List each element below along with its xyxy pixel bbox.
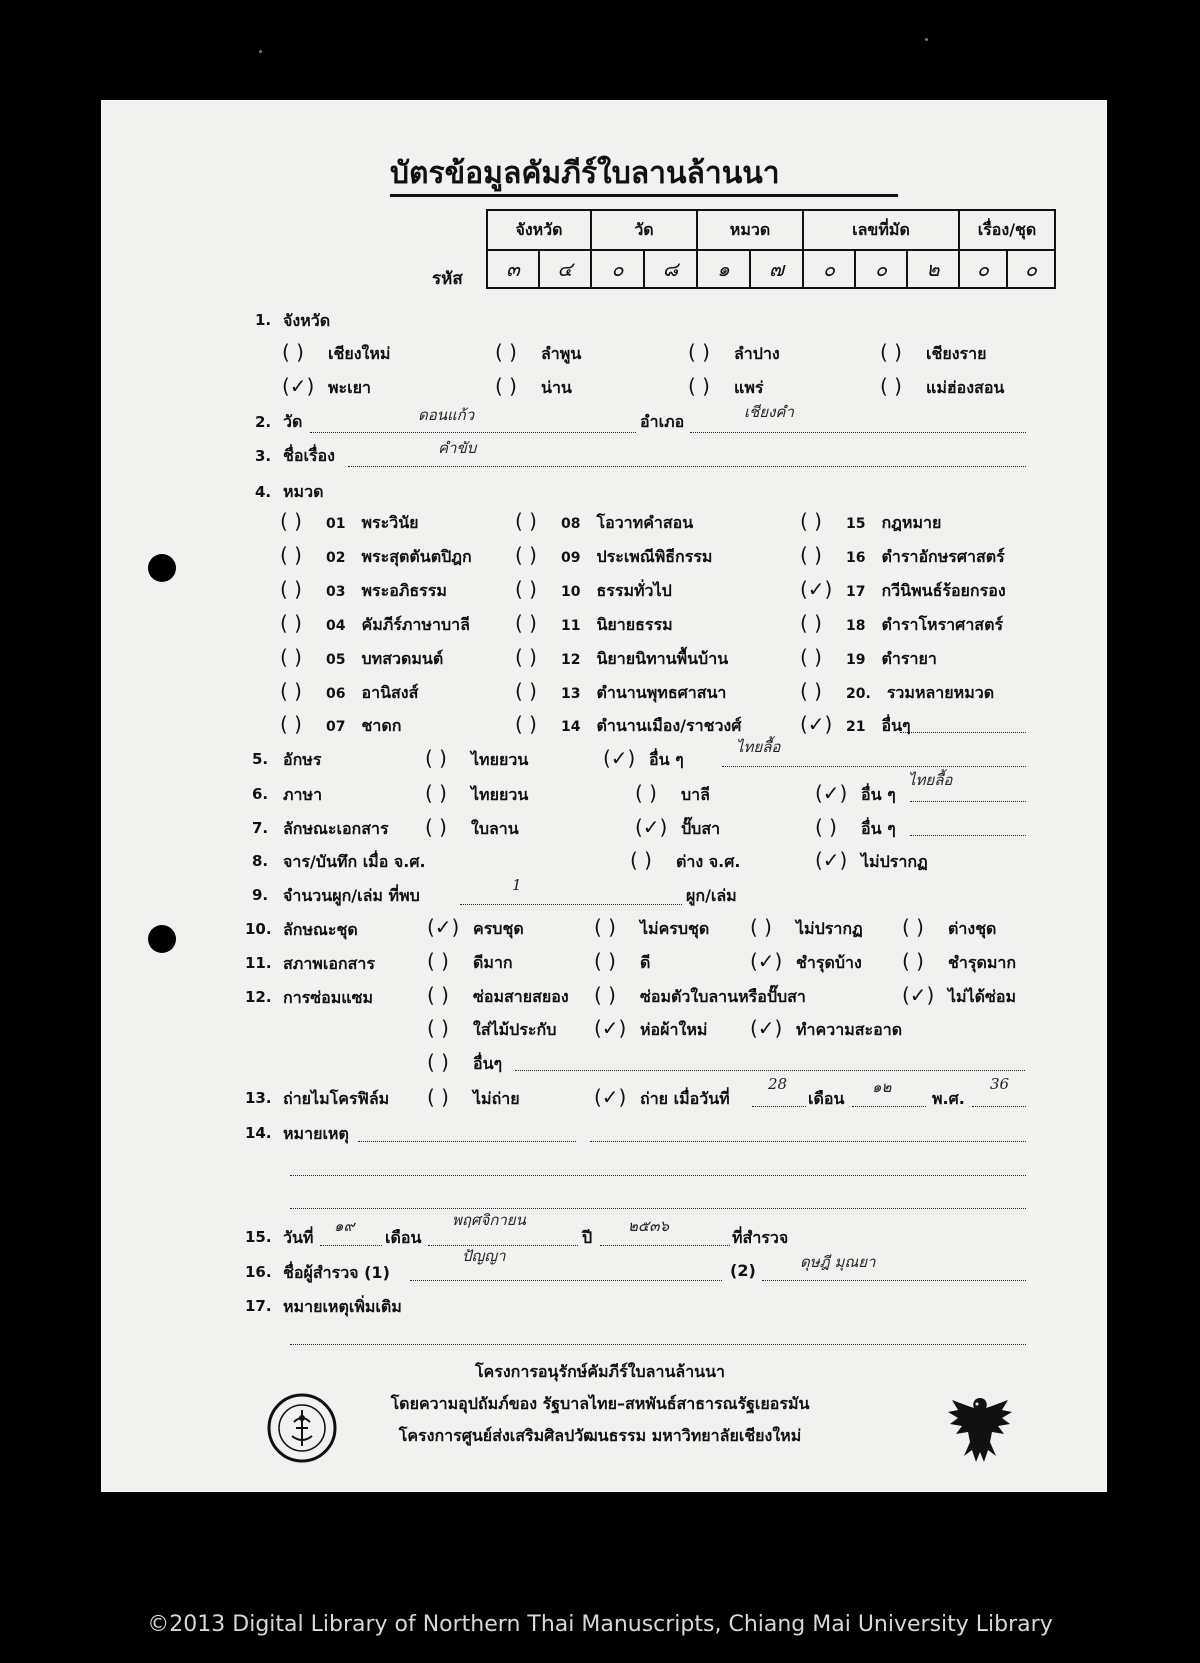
script-option-other[interactable]: (✓) อื่น ๆ bbox=[603, 746, 684, 770]
repair-other-line bbox=[515, 1070, 1025, 1071]
section-9-number: 9. bbox=[252, 886, 269, 904]
surveyor-1-line bbox=[410, 1280, 722, 1281]
section-8-label: จาร/บันทึก เมื่อ จ.ศ. bbox=[283, 852, 426, 871]
option-nan[interactable]: ( ) น่าน bbox=[495, 374, 572, 398]
category-option-11[interactable]: ( ) 11 นิยายธรรม bbox=[515, 611, 673, 635]
section-14-label: หมายเหตุ bbox=[283, 1124, 349, 1143]
section-3-number: 3. bbox=[255, 447, 272, 465]
punch-hole-lower bbox=[148, 925, 176, 953]
repair-option-none[interactable]: (✓) ไม่ได้ซ่อม bbox=[902, 983, 1017, 1007]
category-option-15[interactable]: ( ) 15 กฎหมาย bbox=[800, 509, 942, 533]
category-option-06[interactable]: ( ) 06 อานิสงส์ bbox=[280, 679, 419, 703]
survey-day-line bbox=[320, 1245, 382, 1246]
section-4-number: 4. bbox=[255, 483, 272, 501]
code-header-category: หมวด bbox=[697, 210, 803, 250]
doc-option-palm-leaf[interactable]: ( ) ใบลาน bbox=[425, 815, 519, 839]
repair-option-string[interactable]: ( ) ซ่อมสายสยอง bbox=[427, 983, 569, 1007]
survey-year-label: ปี bbox=[582, 1228, 593, 1247]
category-option-19[interactable]: ( ) 19 ตำรายา bbox=[800, 645, 937, 669]
section-16-number: 16. bbox=[245, 1263, 272, 1281]
category-option-12[interactable]: ( ) 12 นิยายนิทานพื้นบ้าน bbox=[515, 645, 729, 669]
footer-sponsors: โดยความอุปถัมภ์ของ รัฐบาลไทย–สหพันธ์สาธารณรัฐเยอรมัน bbox=[390, 1394, 810, 1413]
section-7-label: ลักษณะเอกสาร bbox=[283, 819, 389, 838]
microfilm-year-label: พ.ศ. bbox=[932, 1089, 965, 1108]
microfilm-year-value[interactable]: 36 bbox=[990, 1075, 1010, 1093]
code-label: รหัส bbox=[432, 269, 463, 289]
section-1-number: 1. bbox=[255, 311, 272, 329]
microfilm-option-no[interactable]: ( ) ไม่ถ่าย bbox=[427, 1085, 520, 1109]
footer-university: โครงการศูนย์ส่งเสริมศิลปวัฒนธรรม มหาวิทยาลัยเชียงใหม่ bbox=[398, 1426, 802, 1445]
code-header-temple: วัด bbox=[591, 210, 697, 250]
doc-other-line bbox=[910, 835, 1026, 836]
section-13-number: 13. bbox=[245, 1089, 272, 1107]
title-value[interactable]: คำขับ bbox=[438, 439, 477, 457]
section-11-number: 11. bbox=[245, 954, 272, 972]
section-14-number: 14. bbox=[245, 1124, 272, 1142]
temple-field-line bbox=[310, 432, 636, 433]
section-8-number: 8. bbox=[252, 852, 269, 870]
section-5-number: 5. bbox=[252, 750, 269, 768]
section-2-number: 2. bbox=[255, 413, 272, 431]
section-17-number: 17. bbox=[245, 1297, 272, 1315]
footer-project-name: โครงการอนุรักษ์คัมภีร์ใบลานล้านนา bbox=[474, 1362, 726, 1381]
bundle-count-suffix: ผูก/เล่ม bbox=[686, 886, 737, 905]
code-header-title: เรื่อง/ชุด bbox=[959, 210, 1055, 250]
section-7-number: 7. bbox=[252, 819, 269, 837]
code-digit: ๐ bbox=[1007, 250, 1055, 288]
category-option-07[interactable]: ( ) 07 ชาดก bbox=[280, 712, 402, 736]
amphoe-value[interactable]: เชียงคำ bbox=[744, 403, 794, 421]
amphoe-field-line bbox=[690, 432, 1026, 433]
survey-day-value[interactable]: ๑๙ bbox=[334, 1217, 355, 1235]
code-header-bundle: เลขที่มัด bbox=[803, 210, 959, 250]
code-digit: ๗ bbox=[750, 250, 803, 288]
title-underline bbox=[390, 194, 898, 197]
section-6-label: ภาษา bbox=[283, 785, 323, 804]
category-option-05[interactable]: ( ) 05 บทสวดมนต์ bbox=[280, 645, 444, 669]
university-seal-icon bbox=[266, 1392, 338, 1464]
code-digit: ๓ bbox=[487, 250, 539, 288]
survey-year-value[interactable]: ๒๕๓๖ bbox=[628, 1217, 670, 1235]
code-digit: ๔ bbox=[539, 250, 591, 288]
code-digit: ๑ bbox=[697, 250, 750, 288]
code-digit: ๐ bbox=[591, 250, 644, 288]
title-field-line bbox=[348, 466, 1026, 467]
language-option-thai-yuan[interactable]: ( ) ไทยยวน bbox=[425, 781, 529, 805]
condition-option-very-good[interactable]: ( ) ดีมาก bbox=[427, 949, 513, 973]
condition-option-some-damage[interactable]: (✓) ชำรุดบ้าง bbox=[750, 949, 862, 973]
section-15-number: 15. bbox=[245, 1228, 272, 1246]
category-other-line bbox=[900, 732, 1026, 733]
code-digit: ๐ bbox=[855, 250, 907, 288]
punch-hole-upper bbox=[148, 554, 176, 582]
category-option-04[interactable]: ( ) 04 คัมภีร์ภาษาบาลี bbox=[280, 611, 470, 635]
condition-option-good[interactable]: ( ) ดี bbox=[594, 949, 651, 973]
option-phayao[interactable]: (✓) พะเยา bbox=[282, 374, 371, 398]
script-other-line bbox=[722, 766, 1026, 767]
option-lamphun[interactable]: ( ) ลำพูน bbox=[495, 340, 582, 364]
category-option-17[interactable]: (✓) 17 กวีนิพนธ์ร้อยกรอง bbox=[800, 577, 1006, 601]
section-3-label: ชื่อเรื่อง bbox=[283, 446, 335, 465]
category-option-01[interactable]: ( ) 01 พระวินัย bbox=[280, 509, 419, 533]
condition-option-heavy-damage[interactable]: ( ) ชำรุดมาก bbox=[902, 949, 1017, 973]
microfilm-month-value[interactable]: ๑๒ bbox=[872, 1078, 892, 1096]
card-title: บัตรข้อมูลคัมภีร์ใบลานล้านนา bbox=[390, 156, 780, 191]
survey-year-line bbox=[600, 1245, 730, 1246]
language-other-line bbox=[910, 801, 1026, 802]
language-option-pali[interactable]: ( ) บาลี bbox=[635, 781, 710, 805]
category-option-13[interactable]: ( ) 13 ตำนานพุทธศาสนา bbox=[515, 679, 727, 703]
microfilm-month-line bbox=[852, 1106, 926, 1107]
copyright-notice: ©2013 Digital Library of Northern Thai Manuscripts, Chiang Mai University Library bbox=[147, 1612, 1053, 1637]
option-chiang-rai[interactable]: ( ) เชียงราย bbox=[880, 340, 987, 364]
section-13-label: ถ่ายไมโครฟิล์ม bbox=[283, 1089, 390, 1108]
section-11-label: สภาพเอกสาร bbox=[283, 954, 375, 973]
inscribed-option-other-era[interactable]: ( ) ต่าง จ.ศ. bbox=[630, 848, 741, 872]
section-12-number: 12. bbox=[245, 988, 272, 1006]
set-option-unknown[interactable]: ( ) ไม่ปรากฏ bbox=[750, 915, 863, 939]
temple-value[interactable]: ดอนแก้ว bbox=[418, 406, 475, 424]
repair-option-leaf[interactable]: ( ) ซ่อมตัวใบลานหรือปั๊บสา bbox=[594, 983, 806, 1007]
script-option-thai-yuan[interactable]: ( ) ไทยยวน bbox=[425, 746, 529, 770]
category-option-18[interactable]: ( ) 18 ตำราโหราศาสตร์ bbox=[800, 611, 1004, 635]
script-other-value[interactable]: ไทยลื้อ bbox=[736, 738, 781, 756]
code-table bbox=[486, 209, 1056, 289]
doc-option-mulberry-paper[interactable]: (✓) ปั๊บสา bbox=[635, 815, 721, 839]
category-option-20[interactable]: ( ) 20. รวมหลายหมวด bbox=[800, 679, 995, 703]
code-digit: ๘ bbox=[644, 250, 697, 288]
section-12-label: การซ่อมแซม bbox=[283, 988, 373, 1007]
survey-month-label: เดือน bbox=[385, 1228, 422, 1247]
amphoe-label: อำเภอ bbox=[640, 412, 685, 431]
section-16-label: ชื่อผู้สำรวจ (1) bbox=[283, 1263, 390, 1282]
section-9-label: จำนวนผูก/เล่ม ที่พบ bbox=[283, 886, 420, 905]
category-option-03[interactable]: ( ) 03 พระอภิธรรม bbox=[280, 577, 447, 601]
option-phrae[interactable]: ( ) แพร่ bbox=[688, 374, 764, 398]
language-option-other[interactable]: (✓) อื่น ๆ bbox=[815, 781, 896, 805]
category-option-14[interactable]: ( ) 14 ตำนานเมือง/ราชวงศ์ bbox=[515, 712, 742, 736]
category-option-02[interactable]: ( ) 02 พระสุตตันตปิฎก bbox=[280, 543, 472, 567]
notes-line-3 bbox=[290, 1208, 1026, 1209]
microfilm-day-value[interactable]: 28 bbox=[768, 1075, 788, 1093]
code-digit: ๐ bbox=[959, 250, 1007, 288]
inscribed-option-unknown[interactable]: (✓) ไม่ปรากฏ bbox=[815, 848, 928, 872]
set-option-complete[interactable]: (✓) ครบชุด bbox=[427, 915, 524, 939]
german-eagle-emblem-icon bbox=[944, 1390, 1016, 1470]
section-15-label: วันที่ bbox=[283, 1228, 314, 1247]
code-digit: ๐ bbox=[803, 250, 855, 288]
category-option-21[interactable]: (✓) 21 อื่นๆ bbox=[800, 712, 911, 736]
set-option-incomplete[interactable]: ( ) ไม่ครบชุด bbox=[594, 915, 710, 939]
code-header-province: จังหวัด bbox=[487, 210, 591, 250]
notes-line-1a bbox=[358, 1141, 576, 1142]
surveyor-1-value[interactable]: ปัญญา bbox=[462, 1247, 506, 1265]
notes-line-2 bbox=[290, 1175, 1026, 1176]
category-option-16[interactable]: ( ) 16 ตำราอักษรศาสตร์ bbox=[800, 543, 1005, 567]
option-chiang-mai[interactable]: ( ) เชียงใหม่ bbox=[282, 340, 391, 364]
additional-notes-line bbox=[290, 1344, 1026, 1345]
section-6-number: 6. bbox=[252, 785, 269, 803]
microfilm-month-label: เดือน bbox=[808, 1089, 845, 1108]
notes-line-1b bbox=[590, 1141, 1026, 1142]
section-5-label: อักษร bbox=[283, 750, 322, 769]
microfilm-option-yes[interactable]: (✓) ถ่าย เมื่อวันที่ bbox=[594, 1085, 730, 1109]
category-option-10[interactable]: ( ) 10 ธรรมทั่วไป bbox=[515, 577, 672, 601]
bundle-count-line bbox=[460, 904, 682, 905]
surveyor-2-line bbox=[762, 1280, 1026, 1281]
option-lampang[interactable]: ( ) ลำปาง bbox=[688, 340, 780, 364]
code-digit: ๒ bbox=[907, 250, 959, 288]
section-10-number: 10. bbox=[245, 920, 272, 938]
repair-option-new-cloth[interactable]: (✓) ห่อผ้าใหม่ bbox=[594, 1016, 708, 1040]
survey-month-value[interactable]: พฤศจิกายน bbox=[452, 1211, 526, 1229]
surveyor-2-label: (2) bbox=[730, 1261, 756, 1280]
section-4-label: หมวด bbox=[283, 482, 324, 501]
category-option-08[interactable]: ( ) 08 โอวาทคำสอน bbox=[515, 509, 694, 533]
microfilm-year-line bbox=[972, 1106, 1026, 1107]
repair-option-covers[interactable]: ( ) ใส่ไม้ประกับ bbox=[427, 1016, 557, 1040]
doc-option-other[interactable]: ( ) อื่น ๆ bbox=[815, 815, 896, 839]
category-option-09[interactable]: ( ) 09 ประเพณีพิธีกรรม bbox=[515, 543, 713, 567]
bundle-count-value[interactable]: 1 bbox=[512, 876, 522, 894]
section-1-label: จังหวัด bbox=[283, 311, 331, 330]
section-2-label: วัด bbox=[283, 412, 303, 431]
microfilm-day-line bbox=[752, 1106, 806, 1107]
section-10-label: ลักษณะชุด bbox=[283, 920, 358, 939]
section-17-label: หมายเหตุเพิ่มเติม bbox=[283, 1297, 402, 1316]
set-option-different[interactable]: ( ) ต่างชุด bbox=[902, 915, 997, 939]
repair-option-cleaned[interactable]: (✓) ทำความสะอาด bbox=[750, 1016, 903, 1040]
language-other-value[interactable]: ไทยลื้อ bbox=[908, 771, 953, 789]
survey-suffix: ที่สำรวจ bbox=[732, 1228, 789, 1247]
option-mae-hong-son[interactable]: ( ) แม่ฮ่องสอน bbox=[880, 374, 1005, 398]
surveyor-2-value[interactable]: ดุษฎี มุณยา bbox=[800, 1253, 876, 1271]
repair-option-other[interactable]: ( ) อื่นๆ bbox=[427, 1050, 503, 1074]
